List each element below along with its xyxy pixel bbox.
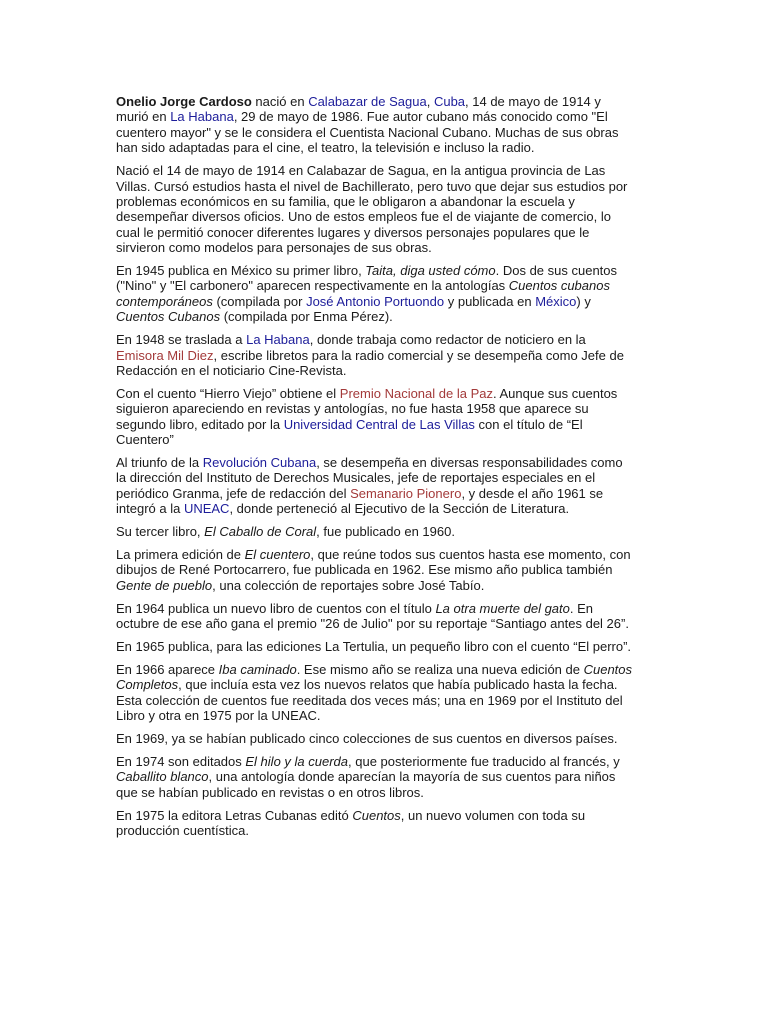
paragraph: [116, 601, 636, 632]
hyperlink[interactable]: México: [535, 293, 577, 309]
body-text: En 1966 aparece: [116, 662, 219, 677]
paragraph: [116, 94, 636, 156]
paragraph: [116, 754, 636, 800]
body-text: Al triunfo de la: [116, 455, 203, 471]
paragraph: [116, 524, 636, 539]
body-text: ,: [426, 94, 434, 109]
hyperlink-missing[interactable]: Semanario Pionero: [350, 485, 462, 501]
italic-title: Cuentos Completos: [116, 662, 633, 693]
body-text: , donde trabaja como redactor de noticiero en la: [309, 332, 586, 348]
paragraph: [116, 332, 636, 378]
paragraph: [116, 547, 636, 593]
body-text: . Ese mismo año se realiza una nueva edición de: [296, 662, 584, 677]
hyperlink-missing[interactable]: Premio Nacional de la Paz: [339, 385, 493, 401]
italic-title: El Caballo de Coral: [204, 524, 317, 540]
hyperlink[interactable]: José Antonio Portuondo: [306, 293, 445, 309]
italic-title: El cuentero: [244, 547, 311, 563]
body-text: En 1974 son editados: [116, 754, 246, 770]
italic-title: Taita, diga usted cómo: [365, 263, 496, 279]
body-text: En 1945 publica en México su primer libro,: [116, 263, 366, 279]
body-text: . Aunque sus cuentos siguieron apareciendo en revistas y antologías, no fue hasta 1958 que aparece su segundo libro, editado por la: [116, 385, 618, 432]
paragraph: [116, 386, 636, 448]
hyperlink[interactable]: Universidad Central de Las Villas: [283, 416, 475, 432]
paragraph: [116, 731, 636, 746]
body-text: , 14 de mayo de 1914 y murió en: [116, 94, 601, 125]
paragraph: [116, 263, 636, 325]
body-text: , escribe libretos para la radio comercial y se desempeña como Jefe de Redacción en el noticiario Cine-Revista.: [116, 347, 624, 378]
body-text: La primera edición de: [116, 547, 245, 563]
body-text: En 1948 se traslada a: [116, 332, 247, 348]
body-text: . Dos de sus cuentos ("Nino" y "El carbonero" aparecen respectivamente en la antologías: [116, 263, 618, 294]
body-text: Nació el 14 de mayo de 1914 en Calabazar de Sagua, en la antigua provincia de Las Villas. Cursó estudios hasta el nivel de Bachillerato, pero tuvo que dejar sus estudios por problemas económicos en su familia, que le obligaron a abandonar la escuela y desempeñar diversos oficios. Uno de estos empleos fue el de viajante de comercio, lo cual le permitió conocer diferentes lugares y diversos personajes populares que le sirvieron como modelos para personajes de sus obras.: [116, 163, 628, 256]
hyperlink[interactable]: Revolución Cubana: [202, 455, 317, 471]
italic-title: Gente de pueblo: [116, 577, 213, 593]
body-text: , 29 de mayo de 1986. Fue autor cubano más conocido como "El cuentero mayor" y se le considera el Cuentista Nacional Cubano. Muchas de sus obras han sido adaptadas para el cine, el teatro, la televisión e incluso la radio.: [116, 109, 619, 156]
paragraph: [116, 455, 636, 517]
body-text: , una antología donde aparecían la mayoría de sus cuentos para niños que se habían publicado en revistas o en otros libros.: [116, 769, 616, 800]
body-text: En 1969, ya se habían publicado cinco colecciones de sus cuentos en diversos países.: [116, 731, 618, 747]
body-text: , una colección de reportajes sobre José Tabío.: [212, 577, 485, 593]
hyperlink[interactable]: La Habana: [246, 332, 310, 348]
hyperlink[interactable]: UNEAC: [183, 501, 230, 517]
body-text: , fue publicado en 1960.: [316, 524, 455, 540]
italic-title: El hilo y la cuerda: [245, 754, 349, 770]
body-text: , se desempeña en diversas responsabilidades como la dirección del Instituto de Derechos Musicales, jefe de reportajes especiales en el periódico Granma, jefe de redacción del: [116, 455, 623, 501]
body-text: . En octubre de ese año gana el premio "26 de Julio" por su reportaje “Santiago antes del 26”.: [116, 600, 629, 632]
italic-title: Cuentos Cubanos: [116, 309, 221, 325]
body-text: , que incluía esta vez los nuevos relatos que había publicado hasta la fecha. Esta colección de cuentos fue reeditada dos veces más; una en 1969 por el Instituto del Libro y otra en 1975 por la UNEAC.: [116, 677, 623, 724]
italic-title: Cuentos: [352, 807, 401, 823]
body-text: (compilada por Enma Pérez).: [220, 309, 393, 325]
hyperlink[interactable]: La Habana: [170, 109, 234, 125]
italic-title: Cuentos cubanos contemporáneos: [116, 278, 610, 309]
italic-title: Caballito blanco: [116, 769, 209, 785]
paragraph: [116, 639, 636, 654]
body-text: , y desde el año 1961 se integró a la: [116, 485, 604, 517]
paragraph: [116, 662, 636, 724]
body-text: ) y: [576, 293, 591, 309]
body-text: , que posteriormente fue traducido al francés, y: [348, 754, 620, 770]
body-text: En 1965 publica, para las ediciones La Tertulia, un pequeño libro con el cuento “El perro”.: [116, 639, 632, 655]
body-text: , que reúne todos sus cuentos hasta ese momento, con dibujos de René Portocarrero, fue publicada en 1962. Ese mismo año publica también: [116, 547, 631, 578]
italic-title: Iba caminado: [218, 662, 297, 677]
hyperlink[interactable]: Cuba: [433, 94, 466, 109]
body-text: En 1964 publica un nuevo libro de cuentos con el título: [116, 600, 436, 616]
hyperlink[interactable]: Calabazar de Sagua: [308, 94, 427, 109]
body-text: Su tercer libro,: [116, 524, 205, 540]
body-text: , donde perteneció al Ejecutivo de la Sección de Literatura.: [229, 501, 570, 517]
body-text: con el título de “El Cuentero”: [116, 416, 583, 448]
paragraph: [116, 808, 636, 839]
paragraph: [116, 163, 636, 255]
body-text: En 1975 la editora Letras Cubanas editó: [116, 807, 353, 823]
body-text: (compilada por: [212, 293, 307, 309]
hyperlink-missing[interactable]: Emisora Mil Diez: [116, 347, 214, 363]
italic-title: La otra muerte del gato: [435, 600, 570, 616]
body-text: Con el cuento “Hierro Viejo” obtiene el: [116, 385, 340, 401]
bold-text: Onelio Jorge Cardoso: [116, 94, 252, 109]
document-page: [116, 94, 636, 846]
body-text: y publicada en: [444, 293, 536, 309]
body-text: , un nuevo volumen con toda su producción cuentística.: [116, 807, 586, 839]
body-text: nació en: [251, 94, 309, 109]
